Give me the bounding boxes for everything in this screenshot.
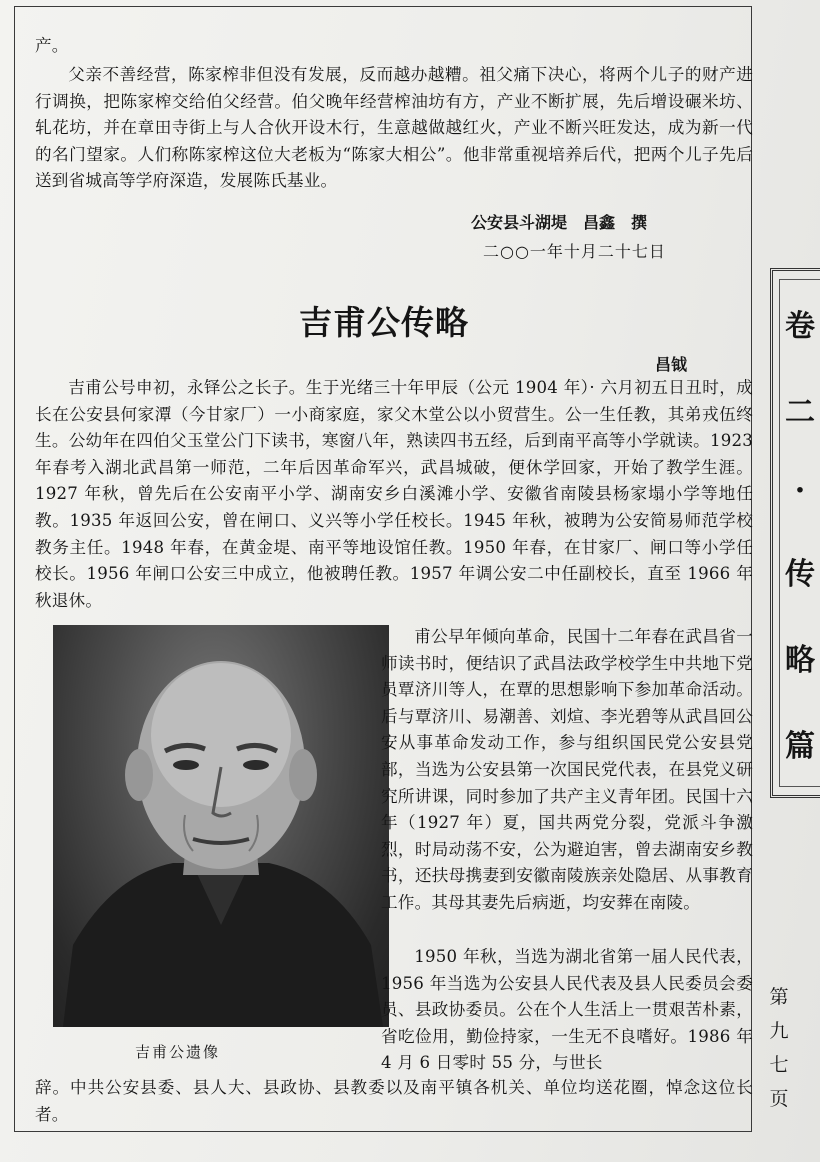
article-paragraph-3-end: 辞。中共公安县委、县人大、县政协、县教委以及南平镇各机关、单位均送花圈，悼念这位长者。 bbox=[35, 1078, 753, 1124]
portrait-figure bbox=[53, 625, 389, 1027]
page-number bbox=[764, 980, 794, 1116]
article-title: 吉甫公传略 bbox=[299, 303, 469, 342]
page-frame bbox=[14, 6, 752, 1132]
article-author: 昌钺 bbox=[655, 355, 688, 374]
article-paragraph-1: 吉甫公号申初，永铎公之长子。生于光绪三十年甲辰（公元 1904 年）· 六月初五日丑时，成长在公安县何家潭（今甘家厂）一小商家庭，家父木堂公以小贸营生。公一生任教，其弟戎伍终生。公幼年在四伯父玉堂公门下读书，寒窗八年，熟读四书五经，后到南平高等小学就读。1923 年春考入湖北武昌第一师范，二年后因革命军兴，武昌城破，便休学回家，开始了教学生涯。1927 年秋，曾先后在公安南平小学、湖南安乡白溪滩小学、安徽省南陵县杨家塌小学等地任教。1935 年返回公安，曾在闸口、义兴等小学任校长。1945 年秋，被聘为公安简易师范学校教务主任。1948 年春，在黄金堤、南平等地设馆任教。1950 年春，在甘家厂、闸口等小学任校长。1956 年闸口公安三中成立，他被聘任教。1957 年调公安二中任副校长，直至 1966 年秋退休。 bbox=[35, 378, 753, 610]
previous-article-signature: 公安县斗湖堤 昌鑫 撰 bbox=[471, 213, 648, 232]
tab-char-5: 略 bbox=[785, 643, 815, 679]
page-number-char-4: 页 bbox=[769, 1088, 789, 1110]
article-paragraph-3-start: 1950 年秋，当选为湖北省第一届人民代表，1956 年当选为公安县人民代表及县人民委员会委员、县政协委员。公在个人生活上一贯艰苦朴素，省吃俭用，勤俭持家，一生无不良嗜好。1986 年 4 月 6 日零时 55 分，与世长 bbox=[381, 947, 753, 1073]
volume-side-tab bbox=[770, 268, 820, 798]
tab-char-1: 卷 bbox=[785, 308, 815, 344]
photo-caption: 吉甫公遗像 bbox=[135, 1043, 221, 1061]
tab-char-3: · bbox=[794, 472, 806, 508]
tab-char-2: 二 bbox=[785, 394, 815, 430]
page-number-char-2: 九 bbox=[769, 1020, 789, 1042]
portrait-photo bbox=[53, 625, 389, 1027]
previous-article-date: 二○○一年十月二十七日 bbox=[483, 242, 666, 261]
article-paragraph-2: 甫公早年倾向革命，民国十二年春在武昌省一师读书时，便结识了武昌法政学校学生中共地下党员覃济川等人，在覃的思想影响下参加革命活动。后与覃济川、易潮善、刘煊、李光碧等从武昌回公安从事革命发动工作，参与组织国民党公安县党部，当选为公安县第一次国民党代表，在县党义研究所讲课，同时参加了共产主义青年团。民国十六年（1927 年）夏，国共两党分裂，党派斗争激烈，时局动荡不安，公为避迫害，曾去湖南安乡教书，还扶母携妻到安徽南陵族亲处隐居、从事教育工作。其母其妻先后病逝，均安葬在南陵。 bbox=[381, 627, 753, 912]
previous-article-paragraph: 父亲不善经营，陈家榨非但没有发展，反而越办越糟。祖父痛下决心，将两个儿子的财产进行调换，把陈家榨交给伯父经营。伯父晚年经营榨油坊有方，产业不断扩展，先后增设碾米坊、轧花坊，并在章田寺街上与人合伙开设木行，生意越做越红火，产业不断兴旺发达，成为新一代的名门望家。人们称陈家榨这位大老板为“陈家大相公”。他非常重视培养后代，把两个儿子先后送到省城高等学府深造，发展陈氏基业。 bbox=[35, 65, 753, 191]
tab-char-6: 篇 bbox=[785, 729, 815, 765]
page-number-char-1: 第 bbox=[769, 986, 789, 1008]
page-number-char-3: 七 bbox=[769, 1054, 789, 1076]
tab-char-4: 传 bbox=[785, 557, 815, 593]
carryover-text: 产。 bbox=[35, 36, 69, 55]
